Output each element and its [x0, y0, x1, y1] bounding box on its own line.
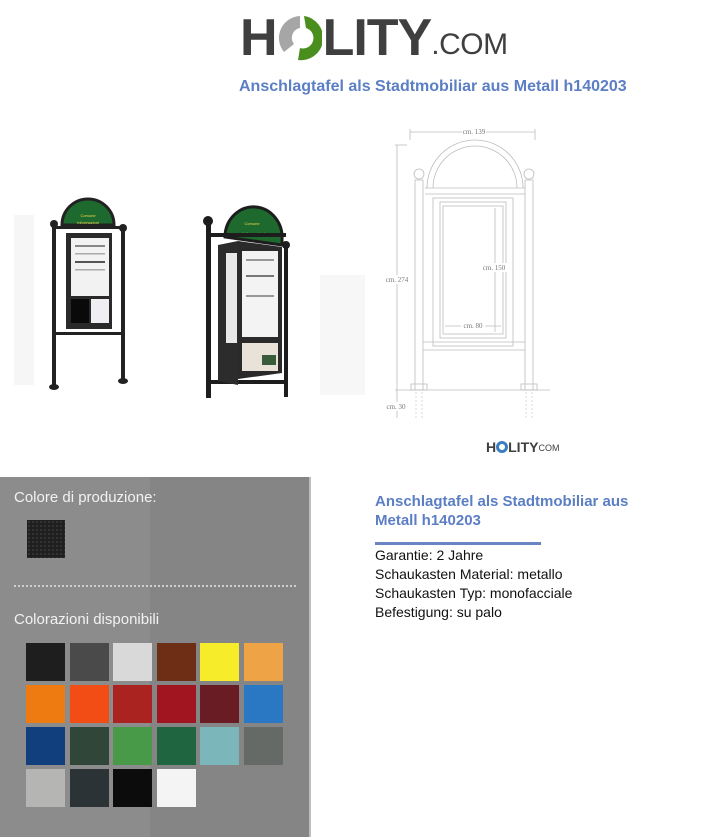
spec-type: Schaukasten Typ: monofacciale [375, 585, 573, 601]
color-swatch[interactable] [26, 685, 65, 723]
panel-divider [14, 585, 296, 587]
color-swatch[interactable] [113, 727, 152, 765]
production-color-swatch[interactable] [27, 520, 65, 558]
watermark-domain: COM [538, 443, 560, 453]
dim-panel-width: cm. 80 [463, 322, 483, 330]
color-swatch[interactable] [244, 643, 283, 681]
color-swatch[interactable] [70, 727, 109, 765]
spec-material: Schaukasten Material: metallo [375, 566, 563, 582]
page-title: Anschlagtafel als Stadtmobiliar aus Metall h140203 [239, 78, 627, 95]
color-swatch[interactable] [70, 685, 109, 723]
color-swatch[interactable] [113, 769, 152, 807]
sign-text: Informazioni [77, 220, 99, 225]
spec-warranty: Garantie: 2 Jahre [375, 547, 484, 563]
color-options-panel [0, 477, 311, 837]
logo-letter-h: H [240, 9, 277, 67]
color-swatch[interactable] [70, 643, 109, 681]
title-divider [375, 542, 541, 545]
dim-ground: cm. 30 [386, 403, 406, 411]
color-swatch[interactable] [200, 643, 239, 681]
svg-text:Comune: Comune [80, 213, 96, 218]
product-specs [375, 546, 572, 622]
front-view-photo[interactable] [14, 195, 174, 400]
holity-logo[interactable] [240, 9, 508, 67]
color-swatch[interactable] [200, 685, 239, 723]
product-title: Anschlagtafel als Stadtmobiliar aus Metall h140203 [375, 493, 629, 529]
color-swatch[interactable] [26, 643, 65, 681]
color-swatch[interactable] [157, 643, 196, 681]
open-door-photo[interactable] [190, 195, 365, 400]
color-swatch[interactable] [157, 769, 196, 807]
watermark-ring-icon [496, 440, 508, 454]
production-color-heading: Colore di produzione: [14, 489, 157, 506]
color-swatch[interactable] [113, 685, 152, 723]
color-swatch[interactable] [26, 769, 65, 807]
color-swatch[interactable] [157, 685, 196, 723]
dim-width: cm. 139 [462, 128, 486, 136]
color-swatch[interactable] [113, 643, 152, 681]
watermark-h: H [486, 439, 497, 455]
color-swatch[interactable] [244, 685, 283, 723]
color-swatch[interactable] [200, 727, 239, 765]
logo-letters: LITY [322, 9, 432, 67]
color-swatch[interactable] [70, 769, 109, 807]
color-swatch[interactable] [157, 727, 196, 765]
drawing-watermark-logo [486, 440, 559, 454]
watermark-letters: LITY [508, 439, 539, 455]
color-swatch[interactable] [26, 727, 65, 765]
logo-domain: .COM [431, 28, 508, 61]
spec-mounting: Befestigung: su palo [375, 604, 502, 620]
available-colors-heading: Colorazioni disponibili [14, 611, 160, 628]
technical-drawing[interactable] [375, 120, 575, 440]
color-swatch[interactable] [244, 727, 283, 765]
dim-panel-height: cm. 150 [482, 264, 506, 272]
panel-edge [309, 477, 311, 837]
dim-height: cm. 274 [385, 276, 409, 284]
svg-text:Comune: Comune [244, 221, 260, 226]
logo-ring-icon [278, 12, 322, 64]
